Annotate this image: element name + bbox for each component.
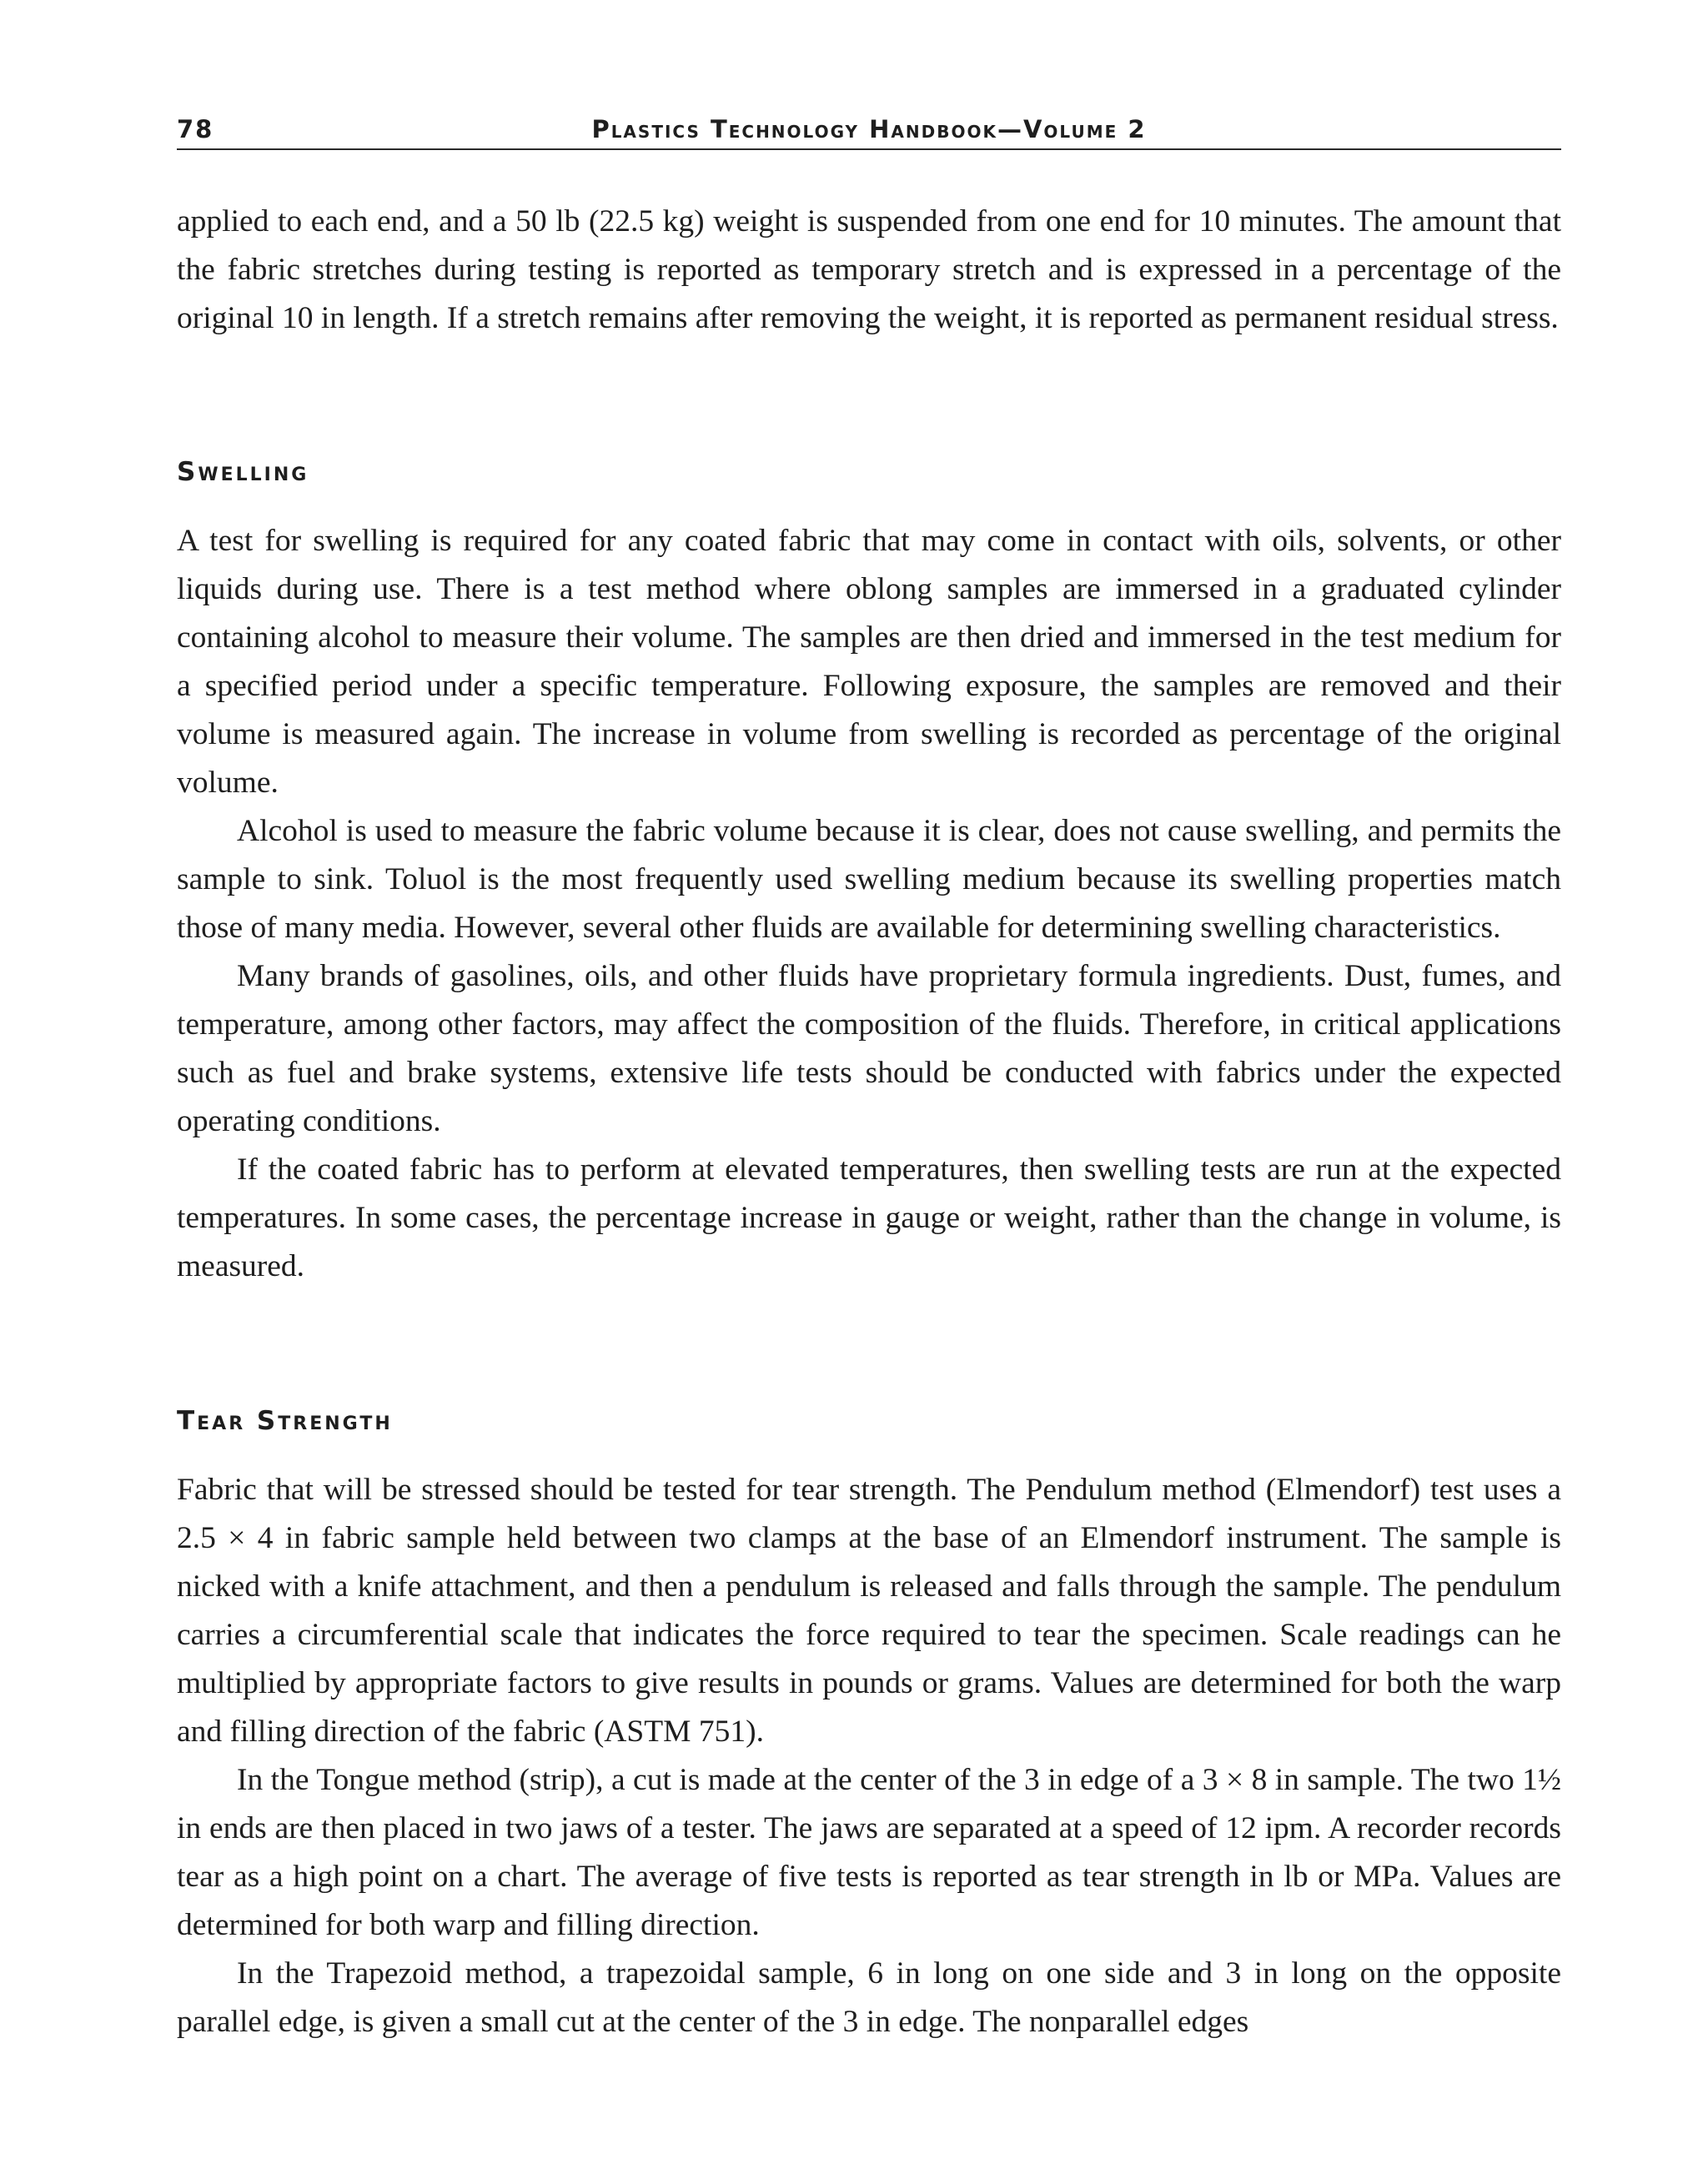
paragraph: applied to each end, and a 50 lb (22.5 kg) weight is suspended from one end for 10 minutes. The amount that the fabric stretches during testing is reported as temporary stretch and is expressed in a percentage of the original 10 in length. If a stretch remains after removing the weight, it is reported as permanent residual stress. xyxy=(177,204,1561,335)
paragraph: Alcohol is used to measure the fabric volume because it is clear, does not cause swelling, and permits the sample to sink. Toluol is the most frequently used swelling medium because its swelling properties match those of many media. However, several other fluids are available for determining swelling characteristics. xyxy=(177,814,1561,945)
running-title: Plastics Technology Handbook—Volume 2 xyxy=(591,115,1147,143)
paragraph: In the Trapezoid method, a trapezoidal sample, 6 in long on one side and 3 in long on the opposite parallel edge, is given a small cut at the center of the 3 in edge. The nonparallel edges xyxy=(177,1956,1561,2039)
intro-text-block xyxy=(177,198,1561,343)
paragraph: Fabric that will be stressed should be tested for tear strength. The Pendulum method (Elmendorf) test uses a 2.5 × 4 in fabric sample held between two clamps at the base of an Elmendorf instrument. The sample is nicked with a knife attachment, and then a pendulum is released and falls through the sample. The pendulum carries a circumferential scale that indicates the force required to tear the specimen. Scale readings can he multiplied by appropriate factors to give results in pounds or grams. Values are determined for both the warp and filling direction of the fabric (ASTM 751). xyxy=(177,1473,1561,1749)
running-head xyxy=(177,115,1561,150)
tear-strength-text-block xyxy=(177,1466,1561,2046)
swelling-text-block xyxy=(177,517,1561,1291)
section-heading-swelling: Swelling xyxy=(177,457,309,487)
section-heading-tear-strength: Tear Strength xyxy=(177,1406,393,1436)
paragraph: In the Tongue method (strip), a cut is made at the center of the 3 in edge of a 3 × 8 in sample. The two 1½ in ends are then placed in two jaws of a tester. The jaws are separated at a speed of 12 ipm. A recorder records tear as a high point on a chart. The average of five tests is reported as tear strength in lb or MPa. Values are determined for both warp and filling direction. xyxy=(177,1763,1561,1942)
paragraph: If the coated fabric has to perform at elevated temperatures, then swelling tests are run at the expected temperatures. In some cases, the percentage increase in gauge or weight, rather than the change in volume, is measured. xyxy=(177,1152,1561,1283)
page-number: 78 xyxy=(177,115,214,143)
paragraph: Many brands of gasolines, oils, and other fluids have proprietary formula ingredients. Dust, fumes, and temperature, among other factors, may affect the composition of the fluids. Therefore, in critical applications such as fuel and brake systems, extensive life tests should be conducted with fabrics under the expected operating conditions. xyxy=(177,959,1561,1138)
paragraph: A test for swelling is required for any coated fabric that may come in contact with oils, solvents, or other liquids during use. There is a test method where oblong samples are immersed in a graduated cylinder containing alcohol to measure their volume. The samples are then dried and immersed in the test medium for a specified period under a specific temperature. Following exposure, the samples are removed and their volume is measured again. The increase in volume from swelling is recorded as percentage of the original volume. xyxy=(177,524,1561,800)
book-page xyxy=(177,0,1561,2179)
